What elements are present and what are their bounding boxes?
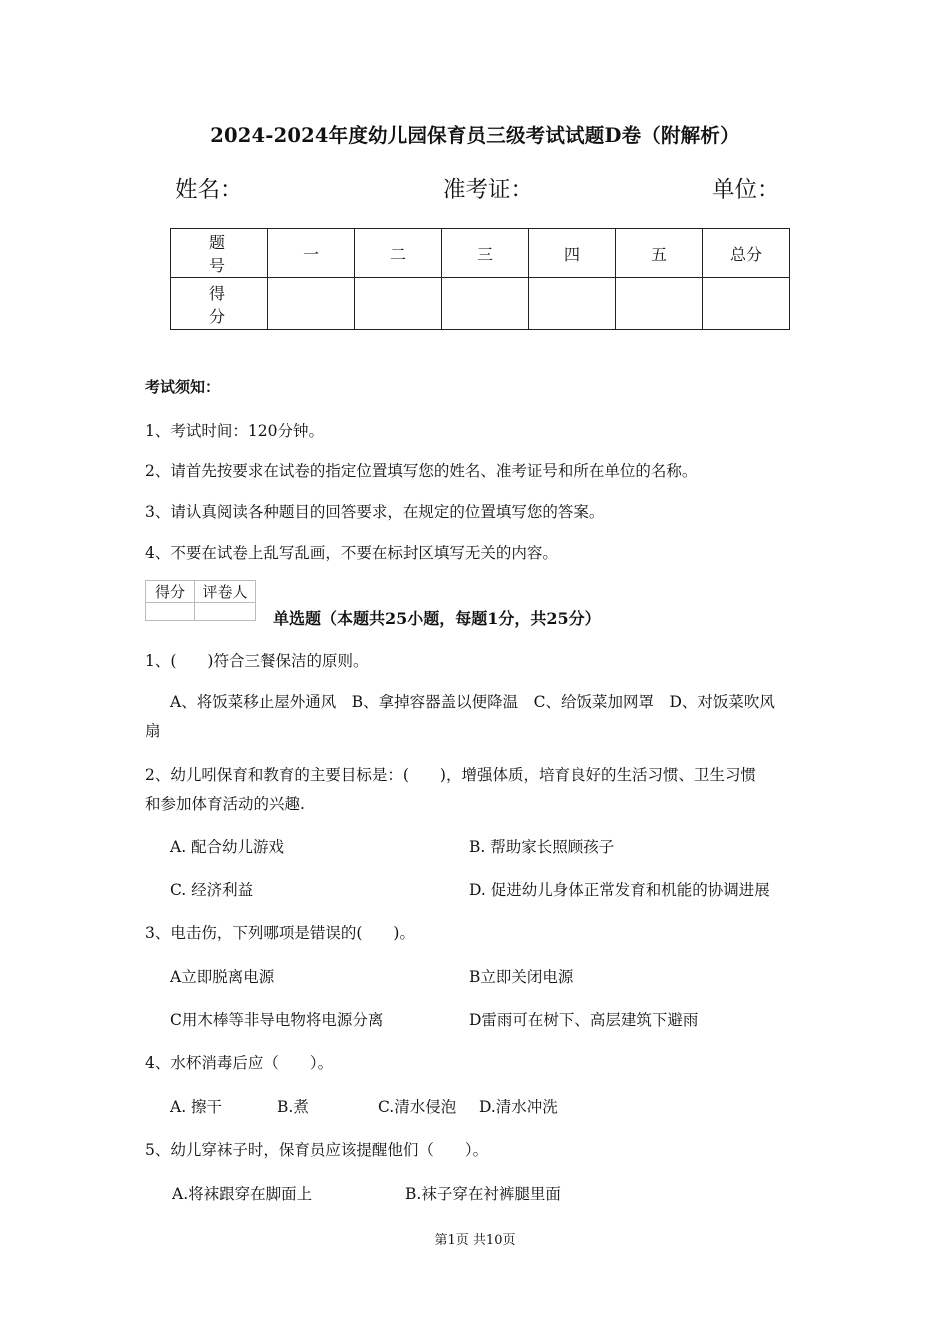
question-2-option-d: D. 促进幼儿身体正常发育和机能的协调进展	[469, 881, 770, 899]
score-table	[170, 228, 790, 330]
score-table-col-4: 四	[529, 229, 616, 278]
score-table-label-number: 题 号	[171, 229, 268, 278]
question-5-option-a: A.将袜跟穿在脚面上	[172, 1185, 313, 1203]
question-3-option-c: C用木棒等非导电物将电源分离	[170, 1011, 384, 1029]
exam-title: 2024-2024年度幼儿园保育员三级考试试题D卷（附解析）	[210, 124, 740, 147]
question-2-option-b: B. 帮助家长照顾孩子	[469, 838, 615, 856]
score-table-col-3: 三	[442, 229, 529, 278]
notice-heading: 考试须知：	[145, 378, 221, 396]
question-3-option-a: A立即脱离电源	[170, 968, 275, 986]
question-1-options: A、将饭菜移止屋外通风 B、拿掉容器盖以便降温 C、给饭菜加网罩 D、对饭菜吹风	[170, 693, 775, 711]
question-1-stem: 1、( )符合三餐保洁的原则。	[145, 652, 369, 670]
grader-box	[145, 580, 256, 621]
page-footer: 第1页 共10页	[434, 1233, 516, 1248]
question-4-stem: 4、水杯消毒后应（ ）。	[145, 1054, 334, 1072]
notice-item: 4、不要在试卷上乱写乱画，不要在标封区填写无关的内容。	[145, 544, 558, 562]
question-5-option-b: B.袜子穿在衬裤腿里面	[405, 1185, 561, 1203]
section-title: 单选题（本题共25小题，每题1分，共25分）	[273, 609, 601, 628]
question-4-option-b: B.煮	[277, 1098, 309, 1116]
grader-reviewer-label: 评卷人	[195, 581, 256, 603]
question-5-stem: 5、幼儿穿袜子时，保育员应该提醒他们（ ）。	[145, 1141, 489, 1159]
score-cell	[529, 278, 616, 330]
score-table-col-5: 五	[616, 229, 703, 278]
question-2-option-c: C. 经济利益	[170, 881, 254, 899]
question-4-option-a: A. 擦干	[170, 1098, 223, 1116]
score-table-col-2: 二	[355, 229, 442, 278]
score-cell	[616, 278, 703, 330]
score-cell	[703, 278, 790, 330]
name-field-label: 姓名：	[175, 177, 243, 203]
notice-item: 2、请首先按要求在试卷的指定位置填写您的姓名、准考证号和所在单位的名称。	[145, 462, 698, 480]
score-table-header-row	[171, 229, 790, 278]
grader-reviewer-cell	[195, 603, 256, 621]
question-2-stem: 2、幼儿吲保育和教育的主要目标是：( )，增强体质，培育良好的生活习惯、卫生习惯	[145, 766, 756, 784]
question-3-stem: 3、电击伤，下列哪项是错误的( )。	[145, 924, 415, 942]
notice-item: 3、请认真阅读各种题目的回答要求，在规定的位置填写您的答案。	[145, 503, 605, 521]
question-1-options-wrap: 扇	[145, 722, 161, 740]
grader-score-label: 得分	[146, 581, 195, 603]
score-cell	[355, 278, 442, 330]
exam-id-field-label: 准考证：	[443, 177, 534, 203]
score-table-col-total: 总分	[703, 229, 790, 278]
score-table-score-row	[171, 278, 790, 330]
question-3-option-b: B立即关闭电源	[469, 968, 574, 986]
question-4-option-c: C.清水侵泡	[378, 1098, 457, 1116]
score-cell	[442, 278, 529, 330]
question-2-option-a: A. 配合幼儿游戏	[170, 838, 285, 856]
notice-item: 1、考试时间：120分钟。	[145, 422, 324, 440]
grader-score-cell	[146, 603, 195, 621]
question-2-stem-wrap: 和参加体育活动的兴趣.	[145, 795, 305, 813]
score-cell	[268, 278, 355, 330]
score-table-label-score: 得 分	[171, 278, 268, 330]
unit-field-label: 单位：	[712, 177, 780, 203]
score-table-col-1: 一	[268, 229, 355, 278]
question-3-option-d: D雷雨可在树下、高层建筑下避雨	[469, 1011, 699, 1029]
question-4-option-d: D.清水冲洗	[479, 1098, 558, 1116]
